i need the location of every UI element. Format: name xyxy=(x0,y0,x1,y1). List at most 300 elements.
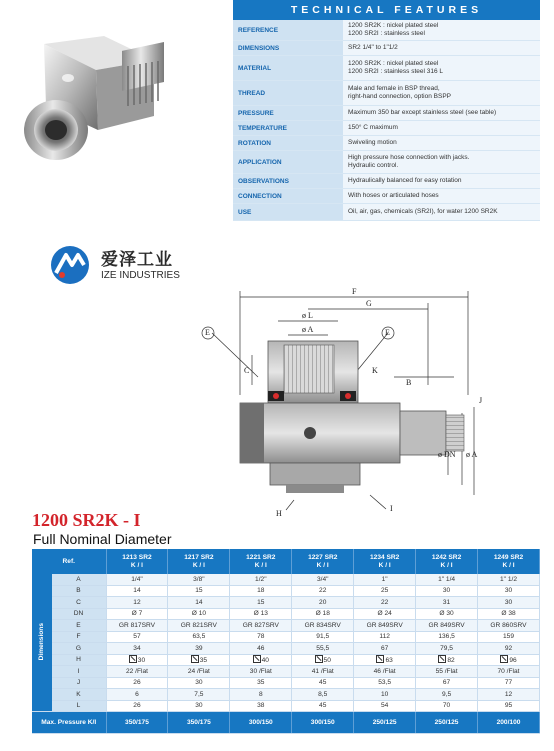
table-cell xyxy=(106,631,168,643)
cell-value: 22 xyxy=(380,598,389,606)
cell-value: 159 xyxy=(503,633,515,641)
row-ref: H xyxy=(51,654,106,666)
col-model: 1242 SR2 xyxy=(431,553,462,561)
cell-value: 95 xyxy=(504,702,513,710)
max-pressure-value: 250/125 xyxy=(416,712,478,734)
cell-value: 7,5 xyxy=(194,690,204,698)
table-cell xyxy=(106,608,168,620)
table-cell xyxy=(354,574,416,585)
row-ref: E xyxy=(51,620,106,632)
column-header-1234 xyxy=(354,549,416,574)
cell-value: 38 xyxy=(257,702,265,710)
hex-flat-icon xyxy=(129,655,137,663)
cell-value: 9,5 xyxy=(441,690,452,698)
cell-value: 70 /Flat xyxy=(497,667,520,675)
cell-value: 78 xyxy=(257,633,265,641)
table-cell xyxy=(354,631,416,643)
table-cell xyxy=(354,677,416,689)
feature-value-line: right-hand connection, option BSPP xyxy=(348,93,451,100)
cell-value: 1/4" xyxy=(131,575,143,583)
label-dia-A: ø A xyxy=(302,325,314,334)
cell-value: Ø 10 xyxy=(191,610,207,618)
table-cell xyxy=(168,608,230,620)
cell-value: 25 xyxy=(380,587,389,595)
cell-value: 22 xyxy=(319,587,327,595)
table-cell xyxy=(230,585,292,597)
label-I: I xyxy=(390,504,393,513)
table-cell xyxy=(106,654,168,666)
model-subtitle: Full Nominal Diameter xyxy=(33,531,172,547)
col-model: 1217 SR2 xyxy=(184,553,214,561)
table-cell xyxy=(168,689,230,701)
table-cell xyxy=(478,666,540,678)
table-cell xyxy=(230,654,292,666)
max-pressure-value: 200/100 xyxy=(478,712,540,734)
table-cell xyxy=(416,597,478,609)
cell-value: 53,5 xyxy=(378,679,392,687)
cell-value: 55 /Flat xyxy=(435,667,458,675)
cell-value: 30 xyxy=(195,679,203,687)
cell-value: 35 xyxy=(199,657,208,665)
table-cell xyxy=(168,620,230,632)
col-model: 1227 SR2 xyxy=(308,553,338,561)
table-cell xyxy=(106,700,168,712)
table-cell xyxy=(292,574,354,585)
table-cell xyxy=(106,689,168,701)
table-cell xyxy=(354,643,416,655)
table-cell xyxy=(168,631,230,643)
table-cell xyxy=(354,597,416,609)
cell-value: 22 /Flat xyxy=(125,667,148,675)
table-cell xyxy=(416,608,478,620)
max-pressure-value: 350/175 xyxy=(168,712,230,734)
table-row xyxy=(32,654,540,666)
label-E-left: E xyxy=(205,328,210,337)
feature-value-line: 1200 SR2K : nickel plated steel xyxy=(348,22,439,29)
feature-value xyxy=(343,174,540,188)
feature-row xyxy=(233,121,540,136)
feature-label: MATERIAL xyxy=(233,56,343,80)
table-cell xyxy=(354,700,416,712)
cell-value: 55,5 xyxy=(316,644,330,652)
col-model: 1213 SR2 xyxy=(122,553,152,561)
feature-value-line: Hydraulic control. xyxy=(348,162,399,169)
column-header-1221 xyxy=(230,549,292,574)
feature-row xyxy=(233,81,540,106)
cell-value: 57 xyxy=(133,633,141,641)
table-cell xyxy=(230,643,292,655)
cell-value: 30 xyxy=(504,587,513,595)
table-row xyxy=(32,700,540,712)
table-cell xyxy=(230,677,292,689)
feature-row xyxy=(233,56,540,81)
feature-label: PRESSURE xyxy=(233,106,343,120)
hex-flat-icon xyxy=(500,655,508,663)
feature-value xyxy=(343,81,540,105)
cell-value: 67 xyxy=(442,679,451,687)
label-C: C xyxy=(244,366,250,375)
cell-value: 63 xyxy=(385,657,393,665)
feature-label: REFERENCE xyxy=(233,20,343,40)
feature-row xyxy=(233,136,540,151)
table-cell xyxy=(230,620,292,632)
table-cell xyxy=(230,574,292,585)
row-ref: I xyxy=(51,666,106,678)
dimensions-side-text: Dimensions xyxy=(37,622,45,661)
cell-value: 8 xyxy=(258,690,263,698)
dimensions-table-header xyxy=(32,549,540,574)
cell-value: 12 xyxy=(133,598,141,606)
label-F: F xyxy=(352,287,357,296)
table-cell xyxy=(168,700,230,712)
table-cell xyxy=(416,700,478,712)
feature-value xyxy=(343,20,540,40)
feature-value-line: Oil, air, gas, chemicals (SR2I), for water 1200 SR2K xyxy=(348,208,498,215)
col-material: K / I xyxy=(502,561,515,569)
cell-value: 45 xyxy=(319,702,327,710)
cell-value: GR 821SRV xyxy=(180,621,217,629)
col-material: K / I xyxy=(316,561,329,569)
cell-value: 70 xyxy=(442,702,451,710)
table-cell xyxy=(230,631,292,643)
table-cell xyxy=(230,700,292,712)
table-cell xyxy=(478,574,540,585)
cell-value: 20 xyxy=(319,598,327,606)
table-row xyxy=(32,620,540,632)
feature-value-line: Swiveling motion xyxy=(348,139,397,146)
col-model: 1234 SR2 xyxy=(369,553,400,561)
table-cell xyxy=(292,689,354,701)
table-cell xyxy=(168,666,230,678)
max-pressure-value: 300/150 xyxy=(292,712,354,734)
logo-english-name: IZE INDUSTRIES xyxy=(101,270,180,281)
table-row xyxy=(32,585,540,597)
feature-value xyxy=(343,56,540,80)
feature-label: CONNECTION xyxy=(233,189,343,203)
cell-value: 3/8" xyxy=(193,575,205,583)
table-cell xyxy=(478,608,540,620)
feature-value xyxy=(343,136,540,150)
table-cell xyxy=(106,620,168,632)
cell-value: 96 xyxy=(509,657,517,665)
cell-value: 12 xyxy=(504,690,513,698)
table-cell xyxy=(416,631,478,643)
col-material: K / I xyxy=(130,561,143,569)
table-cell xyxy=(478,643,540,655)
cell-value: Ø 24 xyxy=(377,610,392,618)
table-row xyxy=(32,631,540,643)
table-row xyxy=(32,689,540,701)
hex-flat-icon xyxy=(191,655,199,663)
cell-value: 46 xyxy=(257,644,265,652)
table-cell xyxy=(416,574,478,585)
feature-value-line: SR2 1/4" to 1"1/2 xyxy=(348,44,398,51)
table-cell xyxy=(416,689,478,701)
col-material: K / I xyxy=(254,561,267,569)
table-cell xyxy=(106,585,168,597)
table-cell xyxy=(354,608,416,620)
label-B: B xyxy=(406,378,412,387)
table-cell xyxy=(106,666,168,678)
label-dia-A-male: ø A xyxy=(466,450,478,459)
max-pressure-row xyxy=(32,712,540,734)
hex-flat-icon xyxy=(315,655,323,663)
feature-label: THREAD xyxy=(233,81,343,105)
column-header-1217 xyxy=(168,549,230,574)
cell-value: 50 xyxy=(323,657,331,665)
table-cell xyxy=(292,597,354,609)
cell-value: GR 860SRV xyxy=(490,621,527,629)
table-cell xyxy=(292,585,354,597)
feature-value xyxy=(343,121,540,135)
table-cell xyxy=(478,620,540,632)
technical-features-title: TECHNICAL FEATURES xyxy=(233,0,540,20)
cell-value: Ø 30 xyxy=(439,610,454,618)
cell-value: 35 xyxy=(257,679,265,687)
row-ref: J xyxy=(51,677,106,689)
column-header-1249 xyxy=(478,549,540,574)
label-K: K xyxy=(372,366,378,375)
row-ref: B xyxy=(51,585,106,597)
cell-value: 3/4" xyxy=(316,575,329,583)
row-ref: C xyxy=(51,597,106,609)
table-cell xyxy=(416,654,478,666)
table-row xyxy=(32,666,540,678)
table-cell xyxy=(230,597,292,609)
cell-value: Ø 38 xyxy=(501,610,516,618)
feature-value-line: 1200 SR2I : stainless steel 316 L xyxy=(348,68,444,75)
table-cell xyxy=(292,620,354,632)
feature-label: APPLICATION xyxy=(233,151,343,173)
label-J: J xyxy=(479,396,483,405)
cell-value: 63,5 xyxy=(192,633,206,641)
col-model: 1249 SR2 xyxy=(493,553,524,561)
cell-value: 30 xyxy=(504,598,513,606)
label-H: H xyxy=(276,509,282,518)
model-title: 1200 SR2K - I xyxy=(32,510,141,530)
cell-value: 45 xyxy=(319,679,327,687)
feature-value xyxy=(343,41,540,55)
feature-row xyxy=(233,189,540,204)
cell-value: 1" 1/4 xyxy=(438,575,456,583)
cell-value: Ø 13 xyxy=(253,610,268,618)
table-cell xyxy=(168,585,230,597)
table-cell xyxy=(478,631,540,643)
table-cell xyxy=(292,654,354,666)
feature-value xyxy=(343,151,540,173)
feature-row xyxy=(233,41,540,56)
cell-value: GR 849SRV xyxy=(428,621,465,629)
cell-value: GR 827SRV xyxy=(242,621,279,629)
column-header-1242 xyxy=(416,549,478,574)
table-cell xyxy=(478,585,540,597)
cell-value: 40 xyxy=(261,657,269,665)
table-row xyxy=(32,643,540,655)
table-cell xyxy=(416,666,478,678)
feature-row xyxy=(233,106,540,121)
col-model: 1221 SR2 xyxy=(246,553,276,561)
max-pressure-value: 350/175 xyxy=(106,712,168,734)
cell-value: 6 xyxy=(135,690,139,698)
row-ref: F xyxy=(51,631,106,643)
cell-value: 31 xyxy=(442,598,451,606)
col-material: K / I xyxy=(440,561,453,569)
table-cell xyxy=(292,700,354,712)
table-cell xyxy=(478,597,540,609)
feature-row xyxy=(233,204,540,221)
hex-flat-icon xyxy=(438,655,446,663)
cell-value: 15 xyxy=(195,587,203,595)
row-ref: A xyxy=(51,574,106,585)
cell-value: 30 xyxy=(195,702,203,710)
table-row xyxy=(32,597,540,609)
table-row xyxy=(32,574,540,585)
cell-value: 112 xyxy=(379,633,390,641)
table-cell xyxy=(230,608,292,620)
cell-value: 82 xyxy=(447,657,455,665)
cell-value: 10 xyxy=(380,690,389,698)
label-G: G xyxy=(366,299,372,308)
feature-value xyxy=(343,189,540,203)
technical-features-table xyxy=(233,0,540,221)
feature-label: OBSERVATIONS xyxy=(233,174,343,188)
cell-value: 1/2" xyxy=(255,575,267,583)
table-cell xyxy=(168,597,230,609)
table-cell xyxy=(292,608,354,620)
cell-value: 67 xyxy=(380,644,389,652)
column-header-1227 xyxy=(292,549,354,574)
table-cell xyxy=(416,585,478,597)
cell-value: Ø 18 xyxy=(315,610,330,618)
feature-value-line: Male and female in BSP thread, xyxy=(348,85,440,92)
cell-value: 14 xyxy=(133,587,141,595)
feature-row xyxy=(233,151,540,174)
feature-value-line: Hydraulically balanced for easy rotation xyxy=(348,177,462,184)
ref-header: Ref. xyxy=(32,549,106,574)
table-cell xyxy=(230,689,292,701)
table-cell xyxy=(416,677,478,689)
cell-value: 18 xyxy=(257,587,265,595)
max-pressure-value: 300/150 xyxy=(230,712,292,734)
cell-value: 92 xyxy=(504,644,513,652)
feature-value-line: 1200 SR2K : nickel plated steel xyxy=(348,60,439,67)
feature-value-line: With hoses or articulated hoses xyxy=(348,192,439,199)
feature-value xyxy=(343,204,540,220)
cell-value: 8,5 xyxy=(318,690,328,698)
cell-value: 14 xyxy=(195,598,203,606)
table-cell xyxy=(354,666,416,678)
label-dia-L: ø L xyxy=(302,311,313,320)
swivel-joint-photo xyxy=(4,26,174,176)
cell-value: 1" 1/2 xyxy=(500,575,518,583)
table-cell xyxy=(354,620,416,632)
table-cell xyxy=(168,677,230,689)
cell-value: GR 849SRV xyxy=(366,621,403,629)
cell-value: 26 xyxy=(133,679,141,687)
row-ref: L xyxy=(51,700,106,712)
cell-value: 30 xyxy=(137,657,146,665)
feature-label: DIMENSIONS xyxy=(233,41,343,55)
cell-value: 54 xyxy=(380,702,389,710)
table-cell xyxy=(478,677,540,689)
row-ref: K xyxy=(51,689,106,701)
dimensions-side-label xyxy=(32,574,51,712)
cell-value: 136,5 xyxy=(438,633,455,641)
feature-row xyxy=(233,174,540,189)
cell-value: 34 xyxy=(133,644,141,652)
cell-value: GR 834SRV xyxy=(304,621,341,629)
cell-value: 41 /Flat xyxy=(311,667,334,675)
cell-value: 77 xyxy=(504,679,513,687)
table-cell xyxy=(478,700,540,712)
feature-value xyxy=(343,106,540,120)
logo-chinese-name: 爱泽工业 xyxy=(101,250,173,269)
hex-flat-icon xyxy=(376,655,384,663)
cell-value: 24 /Flat xyxy=(187,667,210,675)
table-cell xyxy=(168,574,230,585)
table-cell xyxy=(478,654,540,666)
cell-value: 1" xyxy=(381,575,388,583)
label-dia-DN: ø DN xyxy=(438,450,456,459)
max-pressure-value: 250/125 xyxy=(354,712,416,734)
cell-value: 26 xyxy=(133,702,141,710)
hex-flat-icon xyxy=(253,655,261,663)
cell-value: 30 xyxy=(442,587,451,595)
table-cell xyxy=(478,689,540,701)
cell-value: Ø 7 xyxy=(131,610,143,618)
table-row xyxy=(32,677,540,689)
cell-value: 15 xyxy=(257,598,265,606)
table-cell xyxy=(292,677,354,689)
table-cell xyxy=(354,654,416,666)
table-cell xyxy=(106,643,168,655)
table-cell xyxy=(416,620,478,632)
feature-label: ROTATION xyxy=(233,136,343,150)
table-cell xyxy=(168,643,230,655)
table-cell xyxy=(354,585,416,597)
table-cell xyxy=(230,666,292,678)
col-material: K / I xyxy=(192,561,205,569)
row-ref: G xyxy=(51,643,106,655)
feature-value-line: High pressure hose connection with jacks. xyxy=(348,154,470,161)
column-header-1213 xyxy=(106,549,168,574)
cell-value: GR 817SRV xyxy=(118,621,156,629)
table-cell xyxy=(292,631,354,643)
cell-value: 30 /Flat xyxy=(249,667,272,675)
feature-row xyxy=(233,20,540,41)
table-cell xyxy=(354,689,416,701)
max-pressure-label: Max. Pressure K/I xyxy=(32,712,106,734)
technical-features-rows xyxy=(233,20,540,221)
feature-label: TEMPERATURE xyxy=(233,121,343,135)
table-cell xyxy=(292,643,354,655)
col-material: K / I xyxy=(378,561,391,569)
table-cell xyxy=(292,666,354,678)
cell-value: 91,5 xyxy=(316,633,330,641)
cell-value: 46 /Flat xyxy=(373,667,396,675)
dimensions-table xyxy=(32,549,540,734)
table-cell xyxy=(106,677,168,689)
table-row xyxy=(32,608,540,620)
table-cell xyxy=(106,597,168,609)
feature-value-line: 1200 SR2I : stainless steel xyxy=(348,30,425,37)
label-E-right: E xyxy=(385,328,390,337)
feature-value-line: 150° C maximum xyxy=(348,124,398,131)
feature-value-line: Maximum 350 bar except stainless steel (see table) xyxy=(348,109,497,116)
table-cell xyxy=(168,654,230,666)
technical-drawing xyxy=(200,285,495,520)
cell-value: 79,5 xyxy=(440,644,453,652)
